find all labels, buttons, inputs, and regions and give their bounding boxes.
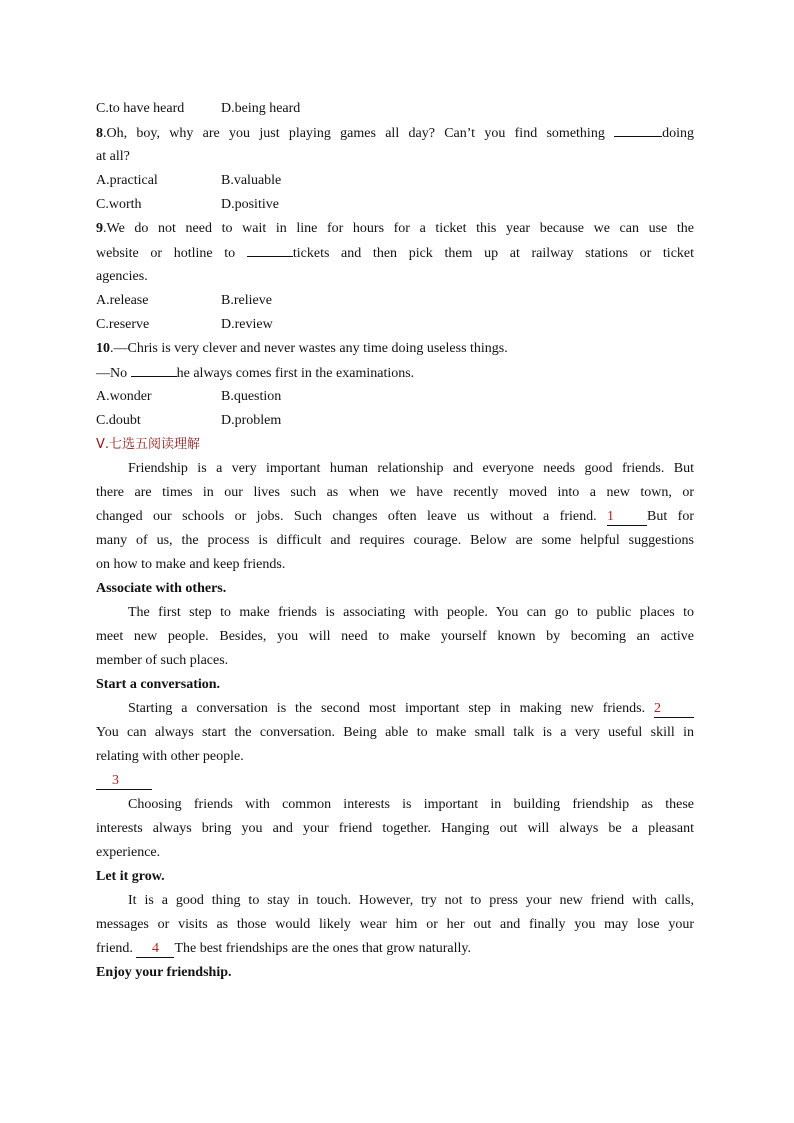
passage-p3-line2: You can always start the conversation. Being able to make small talk is a very useful skill in xyxy=(96,725,694,740)
passage-p2-line1: The first step to make friends is associating with people. You can go to public places to xyxy=(128,605,694,620)
q7-option-d: D.being heard xyxy=(221,101,301,116)
section-title: Ⅴ.七选五阅读理解 xyxy=(96,437,201,452)
passage-p4-line3: experience. xyxy=(96,845,161,860)
answer-blank-3-line xyxy=(96,769,694,793)
heading-start-conversation: Start a conversation. xyxy=(96,677,221,692)
q9-option-c: C.reserve xyxy=(96,317,150,332)
passage-p1-line4: many of us, the process is difficult and requires courage. Below are some helpful suggestions xyxy=(96,533,694,548)
passage-p5-line1: It is a good thing to stay in touch. However, try not to press your new friend with calls, xyxy=(128,893,694,908)
passage-p3-line3: relating with other people. xyxy=(96,749,244,764)
answer-blank-1: 1 xyxy=(607,509,647,526)
q8-option-b: B.valuable xyxy=(221,173,282,188)
document-content xyxy=(96,97,694,985)
heading-enjoy-friendship: Enjoy your friendship. xyxy=(96,965,232,980)
passage-p1-line5: on how to make and keep friends. xyxy=(96,557,286,572)
passage-p5-line3-text: friend. xyxy=(96,941,133,956)
answer-blank-3 xyxy=(96,773,152,790)
q9-stem-text-2b: tickets and then pick them up at railway stations or ticket xyxy=(292,246,695,261)
passage-p1-line3 xyxy=(96,505,694,529)
q8-options-cd xyxy=(96,193,694,217)
q9-options-ab xyxy=(96,289,694,313)
q9-stem-line2 xyxy=(96,241,694,265)
q10-stem-line2 xyxy=(96,361,694,385)
q10-option-b: B.question xyxy=(221,389,282,404)
q9-option-a: A.release xyxy=(96,293,149,308)
q10-stem-text-2b: he always comes first in the examinations. xyxy=(176,366,415,381)
q10-stem-line1 xyxy=(96,337,694,361)
passage-p5-line2: messages or visits as those would likely wear him or her out and finally you may lose your xyxy=(96,917,694,932)
q8-stem-line2: at all? xyxy=(96,149,130,164)
answer-blank-4: 4 xyxy=(136,941,174,958)
q9-stem-text-2a: website or hotline to xyxy=(96,246,236,261)
passage-p3-line1-text: Starting a conversation is the second most important step in making new friends. xyxy=(128,701,646,716)
passage-p1-line1: Friendship is a very important human relationship and everyone needs good friends. But xyxy=(128,461,694,476)
passage-p4-line2: interests always bring you and your friend together. Hanging out will always be a pleasant xyxy=(96,821,694,836)
passage-p3-line1 xyxy=(96,697,694,721)
q10-option-d: D.problem xyxy=(221,413,282,428)
q10-stem-text-2a: —No xyxy=(96,366,128,381)
q8-option-a: A.practical xyxy=(96,173,158,188)
q10-option-c: C.doubt xyxy=(96,413,141,428)
q8-blank xyxy=(614,121,662,137)
q9-stem-line3: agencies. xyxy=(96,269,148,284)
q7-options-cd xyxy=(96,97,694,121)
q8-option-d: D.positive xyxy=(221,197,279,212)
heading-let-it-grow: Let it grow. xyxy=(96,869,165,884)
q8-option-c: C.worth xyxy=(96,197,142,212)
q9-blank xyxy=(247,241,293,257)
passage-p1-line3-tail: But for xyxy=(647,509,695,524)
q7-option-c: C.to have heard xyxy=(96,101,185,116)
passage-p2-line2: meet new people. Besides, you will need to make yourself known by becoming an active xyxy=(96,629,694,644)
q10-blank xyxy=(131,361,177,377)
q8-stem-text: .Oh, boy, why are you just playing games all day? Can’t you find something xyxy=(103,126,605,141)
q8-options-ab xyxy=(96,169,694,193)
passage-p5-line3-tail: The best friendships are the ones that grow naturally. xyxy=(174,941,471,956)
passage-p4-line1: Choosing friends with common interests is important in building friendship as these xyxy=(128,797,694,812)
passage-p5-line3 xyxy=(96,937,694,961)
q10-number: 10 xyxy=(96,341,110,356)
q10-stem-text: .—Chris is very clever and never wastes any time doing useless things. xyxy=(110,341,508,356)
q9-option-b: B.relieve xyxy=(221,293,272,308)
q8-number: 8 xyxy=(96,126,103,141)
q9-options-cd xyxy=(96,313,694,337)
q9-stem-line1 xyxy=(96,217,694,241)
answer-blank-2: 2 xyxy=(654,701,694,718)
q9-stem-text: .We do not need to wait in line for hours for a ticket this year because we can use the xyxy=(103,221,694,236)
q10-option-a: A.wonder xyxy=(96,389,152,404)
q9-number: 9 xyxy=(96,221,103,236)
passage-p2-line3: member of such places. xyxy=(96,653,229,668)
passage-p1-line3-text: changed our schools or jobs. Such changes often leave us without a friend. xyxy=(96,509,597,524)
q10-options-ab xyxy=(96,385,694,409)
heading-associate: Associate with others. xyxy=(96,581,227,596)
q10-options-cd xyxy=(96,409,694,433)
q8-stem-line1 xyxy=(96,121,694,145)
answer-blank-3-text: 3 xyxy=(112,773,119,788)
q8-stem-tail: doing xyxy=(662,126,695,141)
q9-option-d: D.review xyxy=(221,317,273,332)
passage-p1-line2: there are times in our lives such as when we have recently moved into a new town, or xyxy=(96,485,694,500)
